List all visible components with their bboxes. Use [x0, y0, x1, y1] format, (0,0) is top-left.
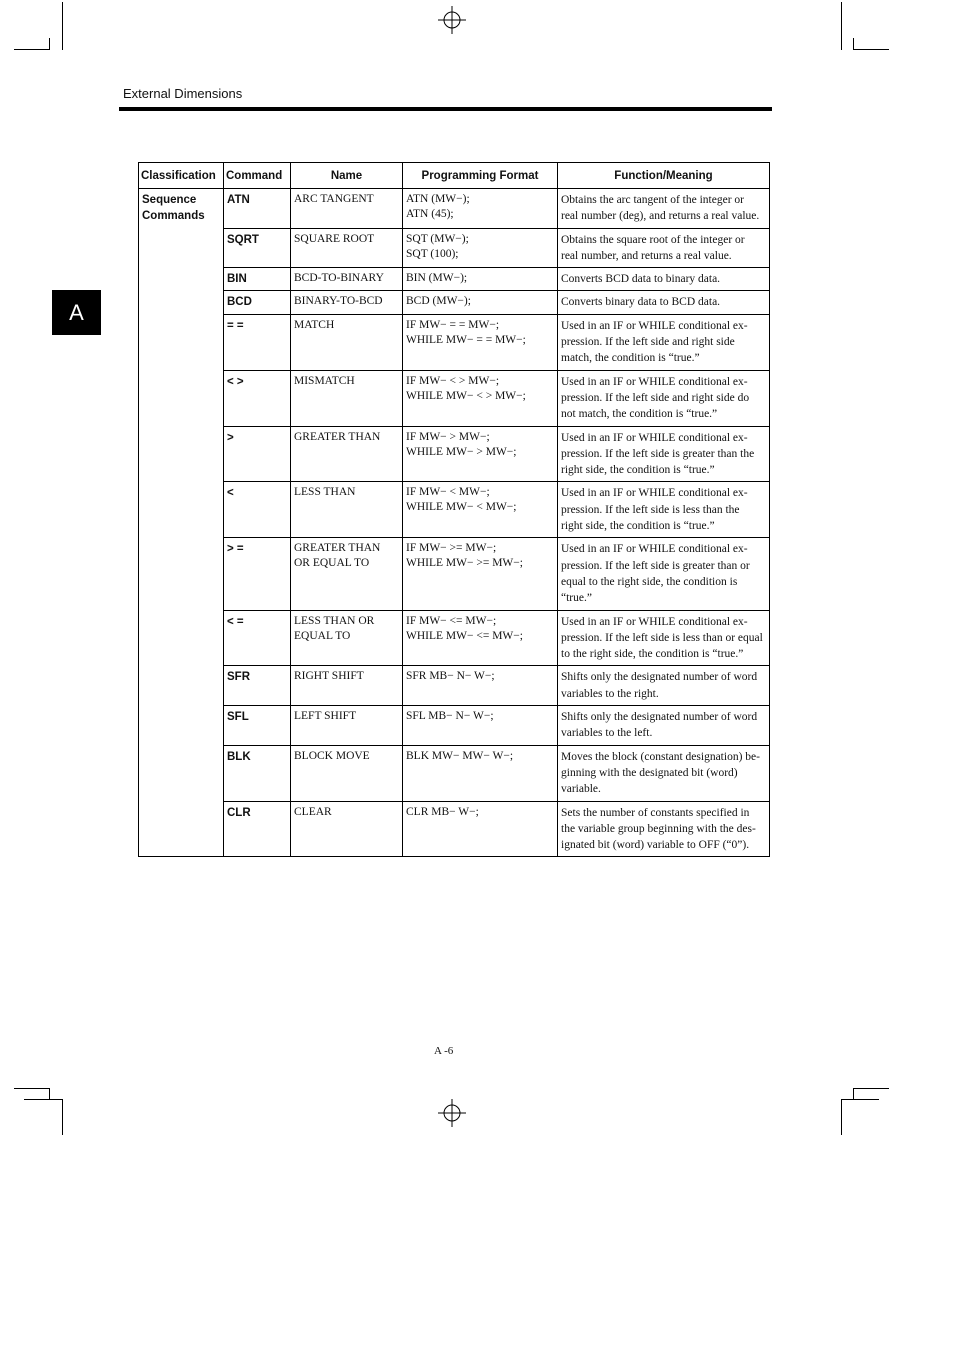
cell-line: BINARY-TO-BCD: [294, 295, 383, 308]
cell-line: EQUAL TO: [294, 629, 351, 642]
name-cell: [291, 482, 403, 538]
cell-line: Moves the block (constant designation) be-: [561, 750, 760, 763]
name-cell: [291, 801, 403, 857]
cell-line: IF MW− >= MW−;: [406, 542, 497, 555]
command-cell: = =: [224, 314, 291, 370]
table-row: [139, 189, 770, 229]
cell-line: Used in an IF or WHILE conditional ex-: [561, 543, 748, 556]
command-cell: > =: [224, 538, 291, 610]
command-cell: < =: [224, 610, 291, 666]
table-row: [139, 228, 770, 268]
cell-line: BCD (MW−);: [406, 295, 471, 308]
name-cell: [291, 666, 403, 706]
table-row: [139, 426, 770, 482]
crop-mark: [14, 1088, 50, 1089]
programming-format-cell: [403, 482, 558, 538]
cell-line: ginning with the designated bit (word): [561, 766, 738, 779]
cell-line: LESS THAN OR: [294, 614, 375, 627]
registration-mark-top: [438, 6, 466, 34]
crop-mark: [841, 2, 842, 50]
cell-line: match, the condition is “true.”: [561, 352, 700, 365]
table-header-row: [139, 163, 770, 189]
cell-line: IF MW− < > MW−;: [406, 374, 500, 387]
command-cell: SFL: [224, 706, 291, 746]
cell-line: IF MW− <= MW−;: [406, 614, 497, 627]
command-cell: BCD: [224, 291, 291, 314]
cell-line: IF MW− > MW−;: [406, 430, 490, 443]
table-row: [139, 745, 770, 801]
cell-line: LESS THAN: [294, 486, 356, 499]
programming-format-cell: [403, 228, 558, 268]
classification-cell: [139, 189, 224, 857]
cell-line: “true.”: [561, 592, 592, 605]
command-cell: SFR: [224, 666, 291, 706]
cell-line: CLEAR: [294, 805, 332, 818]
appendix-tab: A: [52, 290, 101, 335]
cell-line: not match, the condition is “true.”: [561, 408, 718, 421]
crop-mark: [841, 1099, 842, 1135]
command-cell: <: [224, 482, 291, 538]
cell-line: LEFT SHIFT: [294, 710, 357, 723]
registration-mark-bottom: [438, 1099, 466, 1127]
cell-line: Commands: [142, 210, 205, 222]
name-cell: [291, 538, 403, 610]
function-cell: [558, 610, 770, 666]
crop-mark: [49, 38, 50, 50]
cell-line: WHILE MW− >= MW−;: [406, 557, 523, 570]
cell-line: WHILE MW− > MW−;: [406, 445, 517, 458]
cell-line: pression. If the left side is greater than or: [561, 559, 750, 572]
command-cell: < >: [224, 370, 291, 426]
cell-line: SQT (MW−);: [406, 232, 469, 245]
crop-mark: [853, 49, 889, 50]
cell-line: Used in an IF or WHILE conditional ex-: [561, 487, 748, 500]
cell-line: Used in an IF or WHILE conditional ex-: [561, 375, 748, 388]
programming-format-cell: [403, 268, 558, 291]
programming-format-cell: [403, 610, 558, 666]
name-cell: [291, 189, 403, 229]
name-cell: [291, 426, 403, 482]
cell-line: Converts BCD data to binary data.: [561, 273, 721, 286]
function-cell: [558, 189, 770, 229]
cell-line: Obtains the square root of the integer or: [561, 233, 745, 246]
function-cell: [558, 268, 770, 291]
programming-format-cell: [403, 666, 558, 706]
table-row: [139, 482, 770, 538]
cell-line: equal to the right side, the condition is: [561, 575, 738, 588]
command-cell: BLK: [224, 745, 291, 801]
cell-line: Converts binary data to BCD data.: [561, 296, 721, 309]
programming-format-cell: [403, 370, 558, 426]
function-cell: [558, 666, 770, 706]
cell-line: SQT (100);: [406, 247, 459, 260]
column-header-command: Command: [224, 163, 291, 189]
cell-line: IF MW− < MW−;: [406, 486, 490, 499]
function-cell: [558, 370, 770, 426]
function-cell: [558, 426, 770, 482]
command-cell: >: [224, 426, 291, 482]
table-row: [139, 370, 770, 426]
programming-format-cell: [403, 189, 558, 229]
command-cell: ATN: [224, 189, 291, 229]
cell-line: real number, and returns a real value.: [561, 249, 732, 262]
cell-line: RIGHT SHIFT: [294, 670, 364, 683]
cell-line: pression. If the left side and right side do: [561, 391, 750, 404]
table-row: [139, 268, 770, 291]
command-cell: BIN: [224, 268, 291, 291]
cell-line: Obtains the arc tangent of the integer or: [561, 194, 744, 206]
function-cell: [558, 745, 770, 801]
programming-format-cell: [403, 426, 558, 482]
page-number: A -6: [434, 1045, 454, 1057]
function-cell: [558, 228, 770, 268]
function-cell: [558, 291, 770, 314]
cell-line: variable.: [561, 783, 601, 796]
cell-line: BLK MW− MW− W−;: [406, 749, 514, 762]
cell-line: right side, the condition is “true.”: [561, 520, 715, 533]
cell-line: the variable group beginning with the des-: [561, 822, 756, 835]
name-cell: [291, 268, 403, 291]
crop-mark: [841, 1099, 879, 1100]
cell-line: IF MW− = = MW−;: [406, 318, 500, 331]
command-cell: SQRT: [224, 228, 291, 268]
cell-line: SFL MB− N− W−;: [406, 710, 494, 723]
table-row: [139, 538, 770, 610]
command-cell: CLR: [224, 801, 291, 857]
function-cell: [558, 482, 770, 538]
cell-line: Used in an IF or WHILE conditional ex-: [561, 431, 748, 444]
header-rule: [119, 107, 772, 111]
cell-line: ATN (MW−);: [406, 193, 470, 205]
function-cell: [558, 801, 770, 857]
programming-format-cell: [403, 801, 558, 857]
cell-line: GREATER THAN: [294, 542, 381, 555]
cell-line: SQUARE ROOT: [294, 232, 375, 245]
cell-line: variables to the left.: [561, 727, 653, 740]
cell-line: Sets the number of constants specified in: [561, 806, 750, 819]
cell-line: WHILE MW− < MW−;: [406, 501, 517, 514]
crop-mark: [62, 2, 63, 50]
cell-line: CLR MB− W−;: [406, 805, 479, 818]
cell-line: ignated bit (word) variable to OFF (“0”).: [561, 839, 750, 852]
cell-line: Shifts only the designated number of word: [561, 711, 758, 724]
cell-line: BIN (MW−);: [406, 272, 468, 285]
cell-line: ATN (45);: [406, 208, 454, 220]
programming-format-cell: [403, 291, 558, 314]
cell-line: OR EQUAL TO: [294, 557, 370, 570]
cell-line: pression. If the left side and right side: [561, 336, 735, 349]
cell-line: real number (deg), and returns a real value.: [561, 210, 760, 223]
crop-mark: [14, 49, 50, 50]
table-row: [139, 610, 770, 666]
cell-line: WHILE MW− <= MW−;: [406, 629, 523, 642]
running-head: External Dimensions: [123, 86, 243, 101]
column-header-classification: Classification: [139, 163, 224, 189]
cell-line: variables to the right.: [561, 687, 659, 700]
name-cell: [291, 610, 403, 666]
crop-mark: [853, 1088, 889, 1089]
cell-line: MATCH: [294, 318, 335, 331]
cell-line: Sequence: [142, 194, 197, 206]
name-cell: [291, 314, 403, 370]
cell-line: MISMATCH: [294, 374, 355, 387]
cell-line: to the right side, the condition is “true.”: [561, 648, 744, 661]
cell-line: ARC TANGENT: [294, 193, 374, 205]
cell-line: GREATER THAN: [294, 430, 381, 443]
name-cell: [291, 291, 403, 314]
programming-format-cell: [403, 706, 558, 746]
function-cell: [558, 706, 770, 746]
table-row: [139, 801, 770, 857]
cell-line: pression. If the left side is less than or equal: [561, 631, 763, 644]
name-cell: [291, 228, 403, 268]
programming-format-cell: [403, 538, 558, 610]
sequence-commands-table: [138, 162, 770, 857]
column-header-name: Name: [291, 163, 403, 189]
cell-line: Used in an IF or WHILE conditional ex-: [561, 319, 748, 332]
cell-line: Shifts only the designated number of word: [561, 671, 758, 684]
cell-line: WHILE MW− < > MW−;: [406, 389, 526, 402]
crop-mark: [24, 1099, 63, 1100]
cell-line: BCD-TO-BINARY: [294, 272, 384, 285]
cell-line: pression. If the left side is greater than the: [561, 447, 755, 460]
table-row: [139, 666, 770, 706]
function-cell: [558, 314, 770, 370]
column-header-function: Function/Meaning: [558, 163, 770, 189]
programming-format-cell: [403, 314, 558, 370]
table-row: [139, 291, 770, 314]
name-cell: [291, 706, 403, 746]
name-cell: [291, 370, 403, 426]
column-header-programming-format: Programming Format: [403, 163, 558, 189]
cell-line: Used in an IF or WHILE conditional ex-: [561, 615, 748, 628]
cell-line: WHILE MW− = = MW−;: [406, 333, 526, 346]
function-cell: [558, 538, 770, 610]
cell-line: right side, the condition is “true.”: [561, 464, 715, 477]
name-cell: [291, 745, 403, 801]
cell-line: BLOCK MOVE: [294, 749, 370, 762]
table-row: [139, 314, 770, 370]
crop-mark: [62, 1099, 63, 1135]
cell-line: pression. If the left side is less than the: [561, 503, 740, 516]
table-row: [139, 706, 770, 746]
programming-format-cell: [403, 745, 558, 801]
cell-line: SFR MB− N− W−;: [406, 670, 495, 683]
